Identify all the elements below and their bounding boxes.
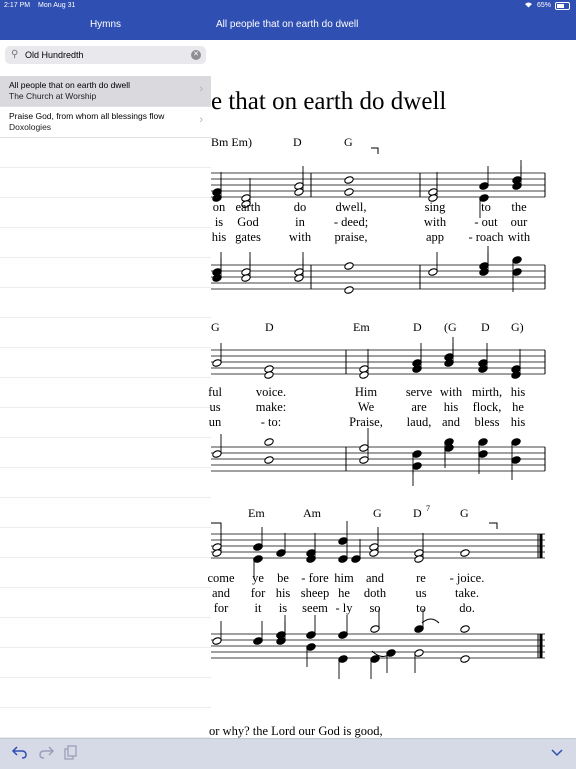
s2-bass-note — [264, 456, 274, 465]
lyric-word: praise, — [334, 230, 368, 244]
lyric-word: un — [208, 415, 222, 429]
list-item[interactable] — [0, 107, 211, 138]
chord-label: (G — [444, 320, 457, 334]
lyric-word: with — [423, 215, 447, 229]
lyric-word: bless — [474, 415, 500, 429]
wifi-icon — [524, 1, 533, 10]
s3-bass-note — [460, 625, 470, 634]
navigation-bar — [0, 12, 576, 40]
lyric-word: it — [254, 601, 262, 615]
chevron-right-icon: › — [199, 83, 203, 95]
lyric-word: do — [293, 200, 307, 214]
lyric-word: gates — [235, 230, 261, 244]
empty-row — [0, 648, 211, 678]
chord-superscript: 7 — [426, 504, 430, 513]
empty-row — [0, 348, 211, 378]
empty-row — [0, 528, 211, 558]
search-bar[interactable] — [5, 46, 206, 64]
empty-row — [0, 588, 211, 618]
lyric-word: our — [510, 215, 528, 229]
sidebar — [0, 40, 212, 738]
chevron-down-icon[interactable] — [550, 745, 564, 761]
lyric-word: - joice. — [449, 571, 485, 585]
lyric-word: serve — [405, 385, 433, 399]
lyric-word: him — [334, 571, 354, 585]
empty-row — [0, 618, 211, 648]
s1-bass-note — [344, 262, 354, 271]
lyric-word: to — [481, 200, 491, 214]
lyric-word: come — [207, 571, 235, 585]
empty-row — [0, 318, 211, 348]
sidebar-title: Hymns — [89, 19, 122, 30]
lyric-word: ful — [208, 385, 222, 399]
lyric-word: - deed; — [333, 215, 369, 229]
chord-label: G — [344, 135, 353, 149]
status-left — [4, 2, 81, 9]
list-item-subtitle: Doxologies — [9, 122, 52, 132]
empty-row — [0, 558, 211, 588]
empty-row — [0, 198, 211, 228]
lyric-word: are — [411, 400, 427, 414]
chord-label: G — [460, 506, 469, 520]
bottom-toolbar — [0, 738, 576, 769]
s1-treble-note — [344, 188, 354, 197]
empty-row — [0, 498, 211, 528]
redo-icon[interactable] — [38, 745, 54, 762]
copy-icon[interactable] — [64, 745, 78, 763]
chevron-right-icon: › — [199, 114, 203, 126]
s1-treble-note — [344, 176, 354, 185]
undo-icon[interactable] — [12, 745, 28, 762]
lyric-word: Praise, — [349, 415, 383, 429]
s3-bass-note — [460, 655, 470, 664]
lyric-word: dwell, — [335, 200, 367, 214]
lyric-word: Him — [354, 385, 378, 399]
sheet-music-view[interactable] — [207, 40, 576, 738]
lyric-word: his — [510, 385, 526, 399]
lyric-word: he — [512, 400, 524, 414]
bracket-mark — [489, 523, 497, 529]
results-list — [0, 76, 211, 738]
s1-bass-note — [344, 286, 354, 295]
empty-row — [0, 288, 211, 318]
lyric-word: - to: — [260, 415, 282, 429]
lyric-word: his — [510, 415, 526, 429]
lyric-word: seem — [302, 601, 328, 615]
lyric-word: and — [365, 571, 385, 585]
chord-label: Am — [303, 506, 321, 520]
lyric-word: and — [211, 586, 231, 600]
chord-label: D — [265, 320, 274, 334]
status-bar — [0, 0, 576, 12]
lyric-word: in — [295, 215, 305, 229]
lyric-word: the — [511, 200, 527, 214]
lyric-word: sheep — [300, 586, 330, 600]
empty-row — [0, 138, 211, 168]
chord-label: D — [293, 135, 302, 149]
empty-row — [0, 378, 211, 408]
empty-row — [0, 228, 211, 258]
empty-row — [0, 258, 211, 288]
empty-row — [0, 168, 211, 198]
lyric-word: us — [415, 586, 427, 600]
lyric-word: is — [214, 215, 224, 229]
search-input[interactable] — [25, 47, 185, 63]
hymn-title: All people that on earth do dwell — [216, 19, 359, 30]
chord-label: D — [413, 320, 422, 334]
chord-label: G) — [511, 320, 524, 334]
lyric-word: earth — [235, 200, 261, 214]
lyric-word: with — [439, 385, 463, 399]
lyric-word: - ly — [335, 601, 353, 615]
lyric-word: on — [212, 200, 226, 214]
chord-label: G — [373, 506, 382, 520]
chord-label: Em — [353, 320, 370, 334]
empty-row — [0, 678, 211, 708]
lyric-word: doth — [363, 586, 387, 600]
lyric-word: re — [416, 571, 426, 585]
sheet-footer-line: or why? the Lord our God is good, — [209, 724, 383, 738]
lyric-word: take. — [455, 586, 479, 600]
lyric-word: sing — [424, 200, 446, 214]
status-time: 2:17 PM — [4, 2, 31, 9]
lyric-word: voice. — [255, 385, 287, 399]
lyric-word: make: — [255, 400, 287, 414]
chord-label: D — [413, 506, 422, 520]
lyric-word: us — [209, 400, 221, 414]
lyric-word: - fore — [301, 571, 329, 585]
lyric-word: to — [416, 601, 426, 615]
lyric-word: his — [443, 400, 459, 414]
lyric-word: do. — [459, 601, 475, 615]
lyric-word: app — [425, 230, 445, 244]
empty-row — [0, 708, 211, 738]
lyric-word: he — [338, 586, 350, 600]
chord-label: Bm Em) — [211, 135, 252, 149]
chord-label: Em — [248, 506, 265, 520]
empty-row — [0, 468, 211, 498]
lyric-word: for — [250, 586, 266, 600]
lyric-word: so — [369, 601, 381, 615]
lyric-word: his — [211, 230, 227, 244]
lyric-word: We — [357, 400, 375, 414]
battery-percent: 65% — [536, 2, 551, 9]
chord-label: G — [211, 320, 220, 334]
lyric-word: for — [213, 601, 229, 615]
lyric-word: laud, — [406, 415, 432, 429]
lyric-word: and — [441, 415, 461, 429]
s2-bass-note — [264, 438, 274, 447]
empty-row — [0, 438, 211, 468]
empty-rows — [0, 138, 211, 738]
sheet-heading: e that on earth do dwell — [211, 88, 447, 115]
list-item-title: All people that on earth do dwell — [9, 80, 130, 90]
lyric-word: ye — [252, 571, 264, 585]
lyric-word: his — [275, 586, 291, 600]
chord-label: D — [481, 320, 490, 334]
bracket-mark — [371, 148, 378, 154]
slur-mark — [422, 619, 439, 623]
status-date: Mon Aug 31 — [38, 2, 76, 9]
lyric-word: with — [288, 230, 312, 244]
bracket-mark — [211, 523, 221, 529]
lyric-word: mirth, — [471, 385, 503, 399]
clear-search-icon[interactable]: ✕ — [191, 50, 201, 60]
lyric-word: God — [237, 215, 259, 229]
lyric-word: with — [507, 230, 531, 244]
empty-row — [0, 408, 211, 438]
status-right — [524, 1, 570, 10]
list-item-title: Praise God, from whom all blessings flow — [9, 111, 165, 121]
search-icon: ⚲ — [11, 49, 19, 60]
lyric-word: - roach — [468, 230, 504, 244]
sheet-music — [207, 40, 576, 738]
lyric-word: - out — [474, 215, 498, 229]
lyric-word: flock, — [472, 400, 502, 414]
list-item[interactable] — [0, 76, 211, 107]
battery-icon — [555, 2, 570, 10]
lyric-word: is — [278, 601, 288, 615]
s3-treble-note — [460, 549, 470, 558]
list-item-subtitle: The Church at Worship — [9, 91, 97, 101]
lyric-word: be — [277, 571, 289, 585]
